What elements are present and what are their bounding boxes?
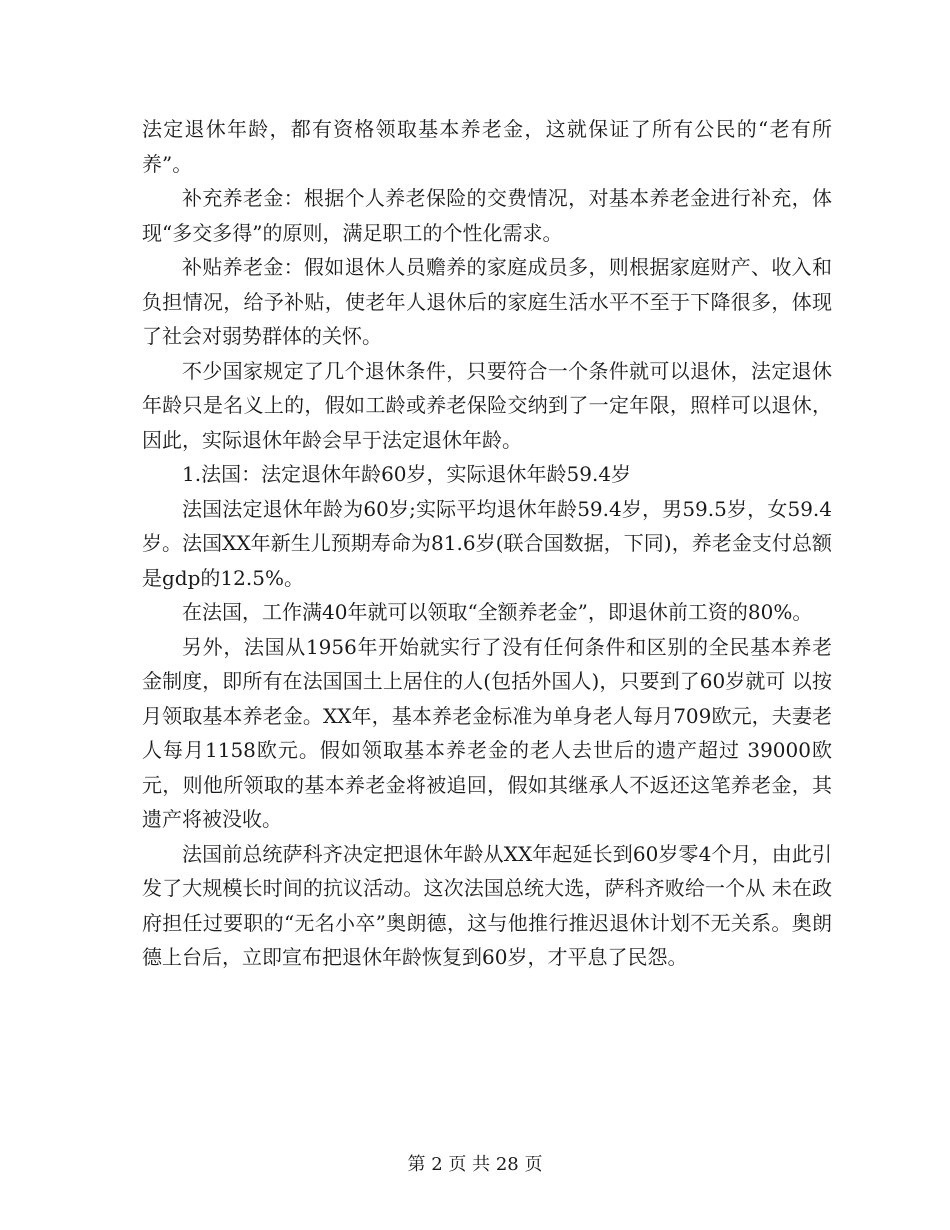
paragraph-sarkozy-reform: 法国前总统萨科齐决定把退休年龄从XX年起延长到60岁零4个月，由此引发了大规模长时间的抗议活动。这次法国总统大选，萨科齐败给一个从 未在政府担任过要职的“无名小卒”奥朗德，这与他推行推迟退休计划不无关系。奥朗德上台后，立即宣布把退休年龄恢复到60岁，才平息了民怨。: [142, 841, 832, 969]
page-number-footer: 第 2 页 共 28 页: [407, 1154, 543, 1175]
paragraph-basic-pension-system: 另外，法国从1956年开始就实行了没有任何条件和区别的全民基本养老金制度，即所有在法国国土上居住的人(包括外国人)，只要到了60岁就可 以按月领取基本养老金。XX年，基本养老金标准为单身老人每月709欧元，夫妻老人每月1158欧元。假如领取基本养老金的老人去世后的遗产超过 39000欧元，则他所领取的基本养老金将被追回，假如其继承人不返还这笔养老金，其遗产将被没收。: [142, 634, 832, 831]
paragraph-france-ages: 法国法定退休年龄为60岁;实际平均退休年龄59.4岁，男59.5岁，女59.4岁。法国XX年新生儿预期寿命为81.6岁(联合国数据，下同)，养老金支付总额是gdp的12.5%。: [142, 496, 832, 590]
paragraph-continuation: 法定退休年龄，都有资格领取基本养老金，这就保证了所有公民的“老有所养”。: [142, 117, 832, 176]
paragraph-supplementary-pension: 补充养老金：根据个人养老保险的交费情况，对基本养老金进行补充，体现“多交多得”的原则，满足职工的个性化需求。: [142, 186, 832, 245]
section-heading-france: 1.法国：法定退休年龄60岁，实际退休年龄59.4岁: [182, 462, 632, 486]
paragraph-full-pension: 在法国，工作满40年就可以领取“全额养老金”，即退休前工资的80%。: [182, 600, 813, 624]
paragraph-retirement-conditions: 不少国家规定了几个退休条件，只要符合一个条件就可以退休，法定退休年龄只是名义上的，假如工龄或养老保险交纳到了一定年限，照样可以退休，因此，实际退休年龄会早于法定退休年龄。: [142, 358, 832, 452]
document-body: [142, 112, 832, 975]
paragraph-subsidy-pension: 补贴养老金：假如退休人员赡养的家庭成员多，则根据家庭财产、收入和负担情况，给予补贴，使老年人退休后的家庭生活水平不至于下降很多，体现了社会对弱势群体的关怀。: [142, 255, 832, 348]
